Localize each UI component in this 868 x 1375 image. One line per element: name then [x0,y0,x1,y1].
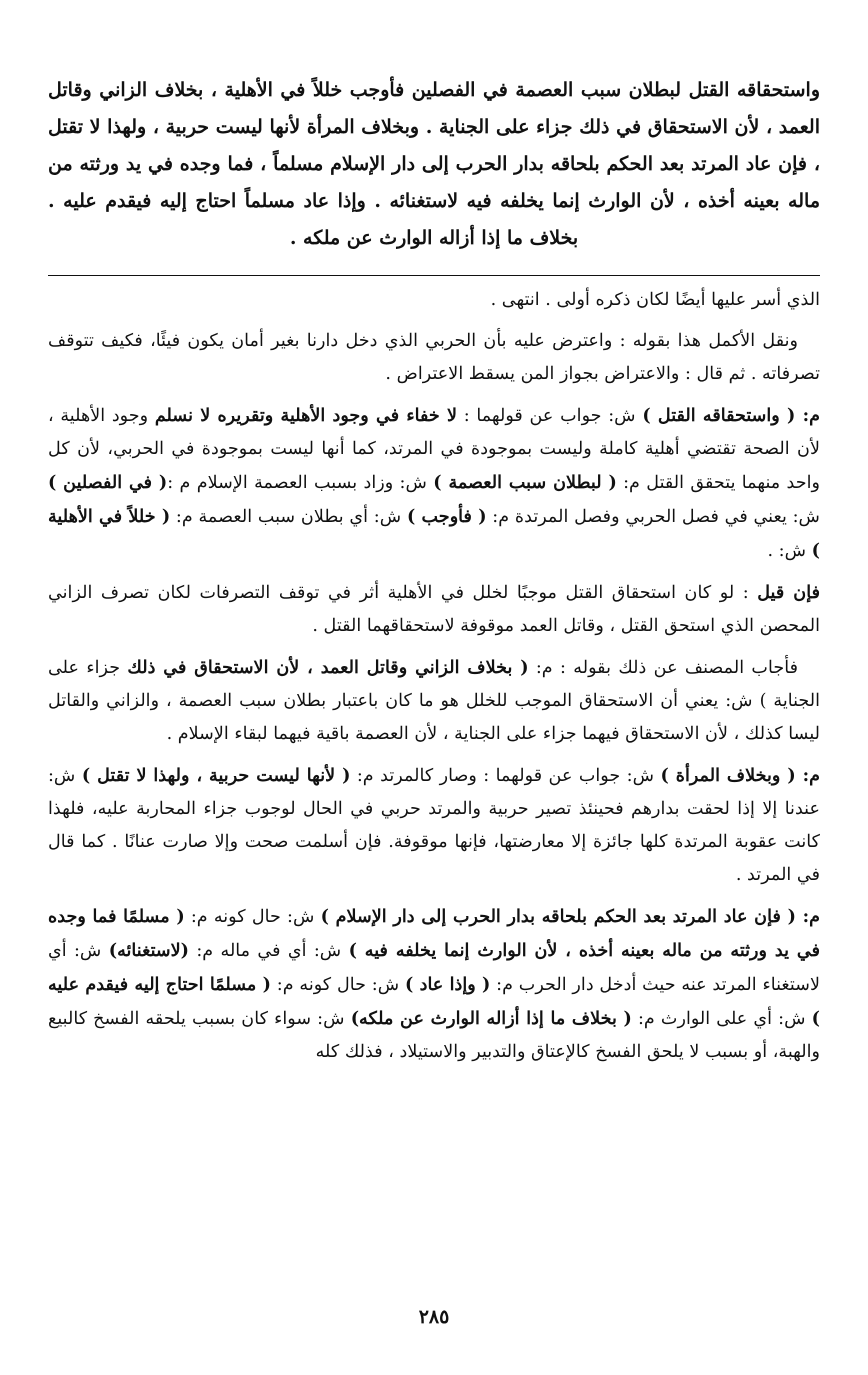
commentary-paragraph-1: الذي أسر عليها أيضًا لكان ذكره أولى . انتهى . [490,290,820,310]
matn-quote: ( خللاً في الأهلية ) [48,506,820,561]
sharh-text: ش: أي لاستغناء المرتد عنه حيث أدخل دار الحرب م: [48,941,820,995]
sharh-text: ش: عندنا إلا إذا لحقت بدارهم فحينئذ تصير حربية والمرتد حربي في الحال لوجوب جزاء المحاربة عليه، فلهذا كانت عقوبة المرتدة كلها جائزة إلا معارضتها، فإنها موقوفة. فإن أسلمت صحت وإلا صارت عنانًا . كما قال في المرتد . [48,766,820,885]
commentary-paragraph-2: ونقل الأكمل هذا بقوله : واعترض عليه بأن الحربي الذي دخل دارنا بغير أمان يكون فيئًا، فكيف تتوقف تصرفاته . ثم قال : والاعتراض بجواز المن يسقط الاعتراض . [48,331,820,384]
objection-heading: فإن قيل [757,582,820,603]
sharh-text: ش: جواب عن قولهما : وصار كالمرتد م: [350,766,661,786]
footnote-divider [48,275,820,276]
commentary [48,284,820,1069]
matn-quote: م: ( وبخلاف المرأة ) [660,765,820,786]
page-number: ٢٨٥ [418,1306,450,1328]
matn-quote: ( لأنها ليست حربية ، ولهذا لا تقتل ) [81,765,351,786]
sharh-text: ش: . [767,541,812,561]
sharh-text: ش: يعني في فصل الحربي وفصل المرتدة م: [486,507,820,527]
sharh-text: ش: جواب عن قولهما : [457,406,643,426]
matn-quote: ( مسلمًا احتاج إليه فيقدم عليه ) [48,974,820,1029]
matn-quote: (لاستغنائه) [108,940,189,961]
sharh-text: ش: سواء كان بسبب يلحقه الفسخ كالبيع والهبة، أو بسبب لا يلحق الفسخ كالإعتاق والتدبير والاستيلاد ، فذلك كله [48,1009,820,1062]
sharh-text: ش: يعني أن الاستحقاق الموجب للخلل هو ما كان باعتبار بطلان سبب العصمة ، والزاني والقاتل ليسا كذلك ، لأن الاستحقاق فيهما جزاء على الجناية ، لأن العصمة باقية فيهما لبقاء الإسلام . [48,691,820,744]
sharh-text: ش: أي في ماله م: [189,941,349,961]
sharh-text: ش: حال كونه م: [271,975,405,995]
sharh-text: ش: أي بطلان سبب العصمة م: [170,507,407,527]
matn-quote: م: ( واستحقاقه القتل ) [642,405,820,426]
sharh-text: وجود الأهلية ، لأن الصحة تقتضي أهلية كاملة وليست بموجودة في المرتد، كما أنها ليست بموجودة في الحربي، لأن كل واحد منهما يتحقق القتل م: [48,406,821,493]
sharh-text: فأجاب المصنف عن ذلك بقوله : م: [528,658,798,678]
sharh-text: ش: حال كونه م: [184,907,321,927]
matn-quote: ( وإذا عاد ) [404,974,491,995]
commentary-paragraph-4 [48,576,820,643]
matn-quote: ( بخلاف ما إذا أزاله الوارث عن ملكه) [350,1008,632,1029]
matn-quote: ( فأوجب ) [406,506,487,527]
document-page [48,72,820,1077]
commentary-paragraph-3 [48,399,820,568]
matn-quote: ( بخلاف الزاني وقاتل العمد ، لأن الاستحقاق في ذلك [127,657,529,678]
matn-quote: ( لبطلان سبب العصمة ) [433,472,617,493]
main-text: واستحقاقه القتل لبطلان سبب العصمة في الفصلين فأوجب خللاً في الأهلية ، بخلاف الزاني وقاتل العمد ، لأن الاستحقاق في ذلك جزاء على الجناية . وبخلاف المرأة لأنها ليست حربية ، ولهذا لا تقتل ، فإن عاد المرتد بعد الحكم بلحاقه بدار الحرب إلى دار الإسلام مسلماً ، فما وجده في يد ورثته من ماله بعينه أخذه ، لأن الوارث إنما يخلفه فيه لاستغنائه . وإذا عاد مسلماً احتاج إليه فيقدم عليه . بخلاف ما إذا أزاله الوارث عن ملكه . [48,79,820,249]
commentary-paragraph-6 [48,759,820,892]
sharh-text: ش: وزاد بسبب العصمة الإسلام م : [167,473,434,493]
matn-quote: م: ( فإن عاد المرتد بعد الحكم بلحاقه بدار الحرب إلى دار الإسلام ) [320,906,820,927]
commentary-paragraph-7 [48,900,820,1069]
matn-quote: ( في الفصلين ) [48,472,168,493]
commentary-paragraph-5 [48,651,820,751]
sharh-text: ش: أي على الوارث م: [631,1009,812,1029]
sharh-text: جزاء على الجناية ) [48,658,820,711]
sharh-text: : لو كان استحقاق القتل موجبًا لخلل في الأهلية أثر في توقف التصرفات لكان تصرف الزاني المحصن الذي استحق القتل ، وقاتل العمد موقوفة لاستحقاقهما القتل . [48,583,820,636]
matn-quote: ( مسلمًا فما وجده في يد ورثته من ماله بعينه أخذه ، لأن الوارث إنما يخلفه فيه ) [48,906,821,961]
matn-quote: لا خفاء في وجود الأهلية وتقريره لا نسلم [154,405,458,426]
